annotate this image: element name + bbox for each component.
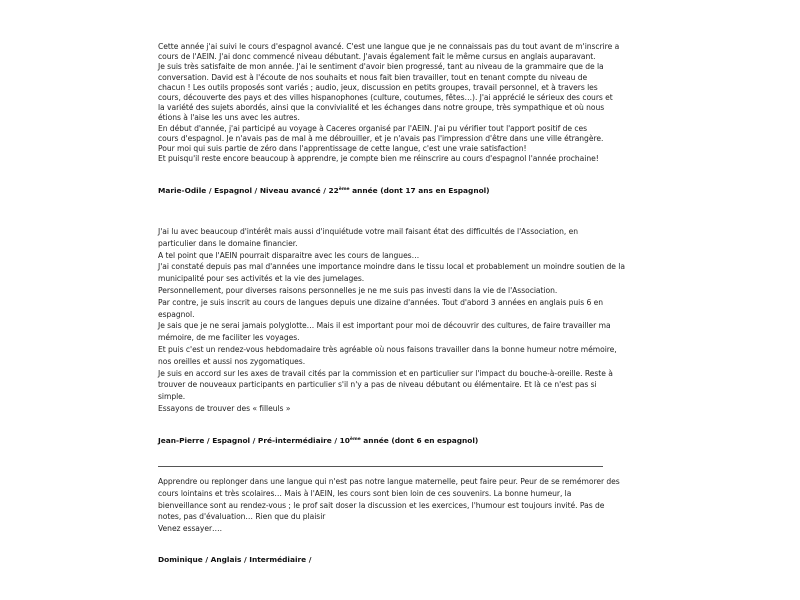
text-line: Et puis c'est un rendez-vous hebdomadaire très agréable où nous faisons travailler dans la bonne humeur notre mémoire, — [158, 344, 617, 354]
text-line: cours, découverte des pays et des villes hispanophones (culture, coutumes, fêtes…). J'ai apprécié le sérieux des cours et — [158, 92, 613, 102]
signature-superscript: ème — [338, 187, 350, 192]
text-line: municipalité pour ses activités et la vie des jumelages. — [158, 274, 365, 284]
text-line: Apprendre ou replonger dans une langue qui n'est pas notre langue maternelle, peut faire peur. Peur de se remémorer des — [158, 477, 620, 486]
testimonial-1-signature — [158, 185, 490, 196]
text-line: nos oreilles et aussi nos zygomatiques. — [158, 356, 306, 366]
signature-text: année (dont 6 en espagnol) — [360, 436, 479, 445]
text-line: Cette année j'ai suivi le cours d'espagnol avancé. C'est une langue que je ne connaissais pas du tout avant de m'inscrire a — [158, 42, 620, 51]
text-line: cours lointains et très scolaires… Mais à l'AEIN, les cours sont bien loin de ces souvenirs. La bonne humeur, la — [158, 488, 572, 498]
signature-text: Dominique / Anglais / Intermédiaire / — [158, 555, 312, 564]
text-line: chacun ! Les outils proposés sont variés ; audio, jeux, discussion en petits groupes, travail personnel, et à travers les — [158, 82, 598, 92]
text-line: Et puisqu'il reste encore beaucoup à apprendre, je compte bien me réinscrire au cours d'espagnol l'année prochaine! — [158, 154, 599, 164]
text-line: Essayons de trouver des « filleuls » — [158, 403, 291, 413]
text-line: J'ai lu avec beaucoup d'intérêt mais aussi d'inquiétude votre mail faisant état des difficultés de l'Association, en — [158, 227, 578, 236]
text-line: trouver de nouveaux participants en particulier s'il n'y a pas de niveau débutant ou élémentaire. Et là ce n'est pas si — [158, 380, 597, 390]
testimonial-3-body — [158, 476, 620, 535]
text-line: Par contre, je suis inscrit au cours de langues depuis une dizaine d'années. Tout d'abord 3 années en anglais puis 6 en — [158, 297, 603, 307]
text-line: espagnol. — [158, 309, 195, 319]
text-line: notes, pas d'évaluation… Rien que du plaisir — [158, 512, 326, 522]
text-line: particulier dans le domaine financier. — [158, 238, 298, 248]
testimonial-1-body — [158, 42, 620, 164]
text-line: Personnellement, pour diverses raisons personnelles je ne me suis pas investi dans la vie de l'Association. — [158, 285, 558, 295]
text-line: Je suis très satisfaite de mon année. J'ai le sentiment d'avoir bien progressé, tant au niveau de la grammaire que de la — [158, 62, 604, 72]
testimonial-3-signature — [158, 554, 311, 565]
text-line: simple. — [158, 392, 186, 402]
text-line: conversation. David est à l'écoute de nos souhaits et nous fait bien travailler, tout en tenant compte du niveau de — [158, 72, 588, 82]
signature-text: Marie-Odile / Espagnol / Niveau avancé / 22 — [158, 186, 339, 195]
text-line: Je sais que je ne serai jamais polyglotte… Mais il est important pour moi de découvrir des cultures, de faire travailler ma — [158, 321, 611, 331]
text-line: Pour moi qui suis partie de zéro dans l'apprentissage de cette langue, c'est une vraie satisfaction! — [158, 143, 527, 153]
horizontal-divider — [158, 466, 603, 467]
text-line: étions à l'aise les uns avec les autres. — [158, 113, 300, 123]
text-line: Je suis en accord sur les axes de travail cités par la commission et en particulier sur l'impact du bouche-à-oreille. Reste à — [158, 368, 613, 378]
text-line: A tel point que l'AEIN pourrait disparaitre avec les cours de langues… — [158, 250, 420, 260]
text-line: mémoire, de me faciliter les voyages. — [158, 333, 300, 343]
text-line: bienveillance sont au rendez-vous ; le prof sait doser la discussion et les exercices, l'humour est toujours invité. Pas de — [158, 500, 605, 510]
text-line: cours de l'AEIN. J'ai donc commencé niveau débutant. J'avais également fait le même cursus en anglais auparavant. — [158, 52, 596, 62]
text-line: J'ai constaté depuis pas mal d'années une importance moindre dans le tissu local et probablement un moindre soutien de la — [158, 262, 625, 272]
testimonial-2-body — [158, 226, 625, 415]
testimonial-2-signature — [158, 435, 478, 446]
signature-text: année (dont 17 ans en Espagnol) — [349, 186, 490, 195]
text-line: En début d'année, j'ai participé au voyage à Caceres organisé par l'AEIN. J'ai pu vérifier tout l'apport positif de ces — [158, 123, 587, 133]
text-line: la variété des sujets abordés, ainsi que la convivialité et les échanges dans notre groupe, très sympathique et où nous — [158, 103, 605, 113]
signature-superscript: ème — [349, 437, 361, 442]
text-line: Venez essayer…. — [158, 524, 222, 534]
signature-text: Jean-Pierre / Espagnol / Pré-intermédiaire / 10 — [158, 436, 350, 445]
text-line: cours d'espagnol. Je n'avais pas de mal à me débrouiller, et je n'avais pas l'impression d'être dans une ville étrangère. — [158, 133, 604, 143]
